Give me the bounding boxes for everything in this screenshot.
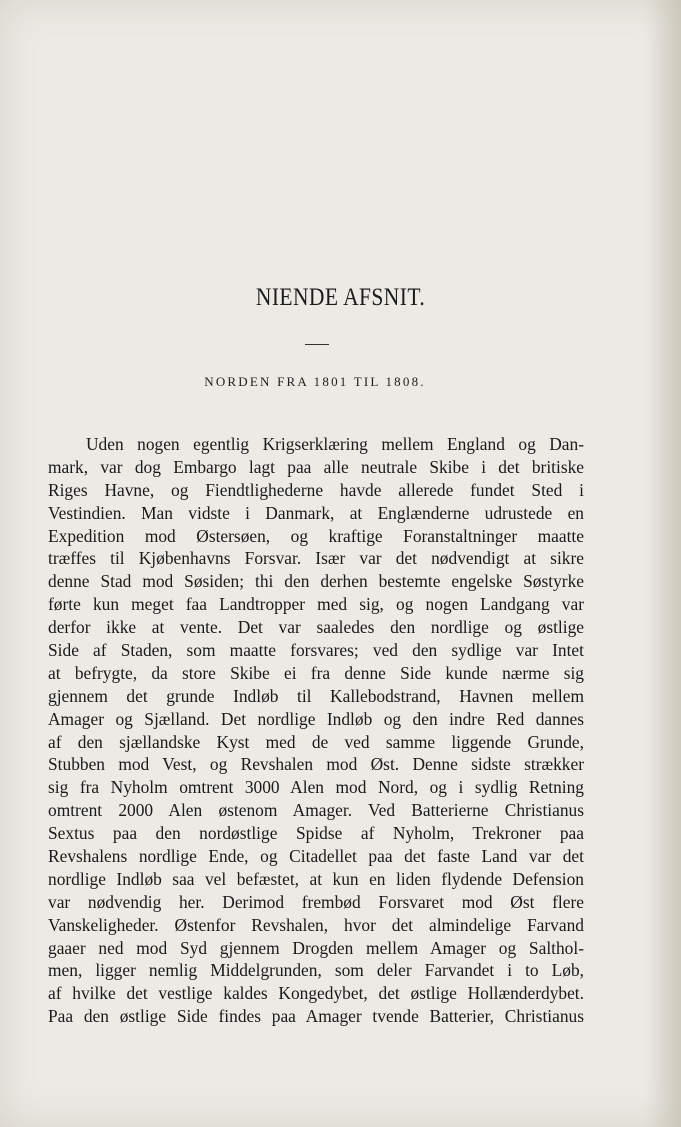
body-paragraph	[48, 433, 584, 1028]
chapter-subtitle: NORDEN FRA 1801 TIL 1808.	[204, 374, 426, 389]
text-line: men, ligger nemlig Middelgrunden, som deler Farvandet i to Løb,	[48, 960, 584, 981]
text-line: sig fra Nyholm omtrent 3000 Alen mod Nord, og i sydlig Retning	[48, 777, 584, 798]
chapter-heading: NIENDE AFSNIT.	[255, 284, 426, 311]
text-line: denne Stad mod Søsiden; thi den derhen bestemte engelske Søstyrke	[48, 571, 584, 592]
text-line: Paa den østlige Side findes paa Amager tvende Batterier, Christianus	[48, 1006, 584, 1027]
text-line: Amager og Sjælland. Det nordlige Indløb og den indre Red dannes	[48, 708, 584, 729]
text-line: Side af Staden, som maatte forsvares; ved den sydlige var Intet	[48, 640, 584, 661]
text-line: træffes til Kjøbenhavns Forsvar. Især var det nødvendigt at sikre	[48, 548, 584, 569]
text-line: gaaer ned mod Syd gjennem Drogden mellem Amager og Salthol-	[48, 937, 584, 958]
text-line: Stubben mod Vest, og Revshalen mod Øst. Denne sidste strækker	[48, 754, 584, 775]
text-line: mark, var dog Embargo lagt paa alle neutrale Skibe i det britiske	[48, 456, 584, 477]
text-line: Uden nogen egentlig Krigserklæring mellem England og Dan-	[86, 434, 584, 454]
text-line: førte kun meget faa Landtropper med sig, og nogen Landgang var	[48, 594, 584, 615]
text-line: Riges Havne, og Fiendtlighederne havde allerede fundet Sted i	[48, 479, 584, 500]
text-line: derfor ikke at vente. Det var saaledes den nordlige og østlige	[48, 617, 584, 638]
text-line: Revshalens nordlige Ende, og Citadellet paa det faste Land var det	[48, 846, 584, 867]
text-line: af den sjællandske Kyst med de ved samme liggende Grunde,	[48, 731, 584, 752]
heading-divider	[305, 344, 329, 345]
text-line: omtrent 2000 Alen østenom Amager. Ved Batterierne Christianus	[48, 800, 584, 821]
text-line: Expedition mod Østersøen, og kraftige Foranstaltninger maatte	[48, 525, 584, 546]
text-line: Vestindien. Man vidste i Danmark, at Englænderne udrustede en	[48, 502, 584, 523]
text-line: gjennem det grunde Indløb til Kallebodstrand, Havnen mellem	[48, 685, 584, 706]
text-line: af hvilke det vestlige kaldes Kongedybet, det østlige Hollænderdybet.	[48, 983, 584, 1004]
text-line: var nødvendig her. Derimod frembød Forsvaret mod Øst flere	[48, 891, 584, 912]
text-line: at befrygte, da store Skibe ei fra denne Side kunde nærme sig	[48, 662, 584, 683]
text-line: Sextus paa den nordøstlige Spidse af Nyholm, Trekroner paa	[48, 823, 584, 844]
text-line: nordlige Indløb saa vel befæstet, at kun en liden flydende Defension	[48, 868, 584, 889]
text-line: Vanskeligheder. Østenfor Revshalen, hvor det almindelige Farvand	[48, 914, 584, 935]
